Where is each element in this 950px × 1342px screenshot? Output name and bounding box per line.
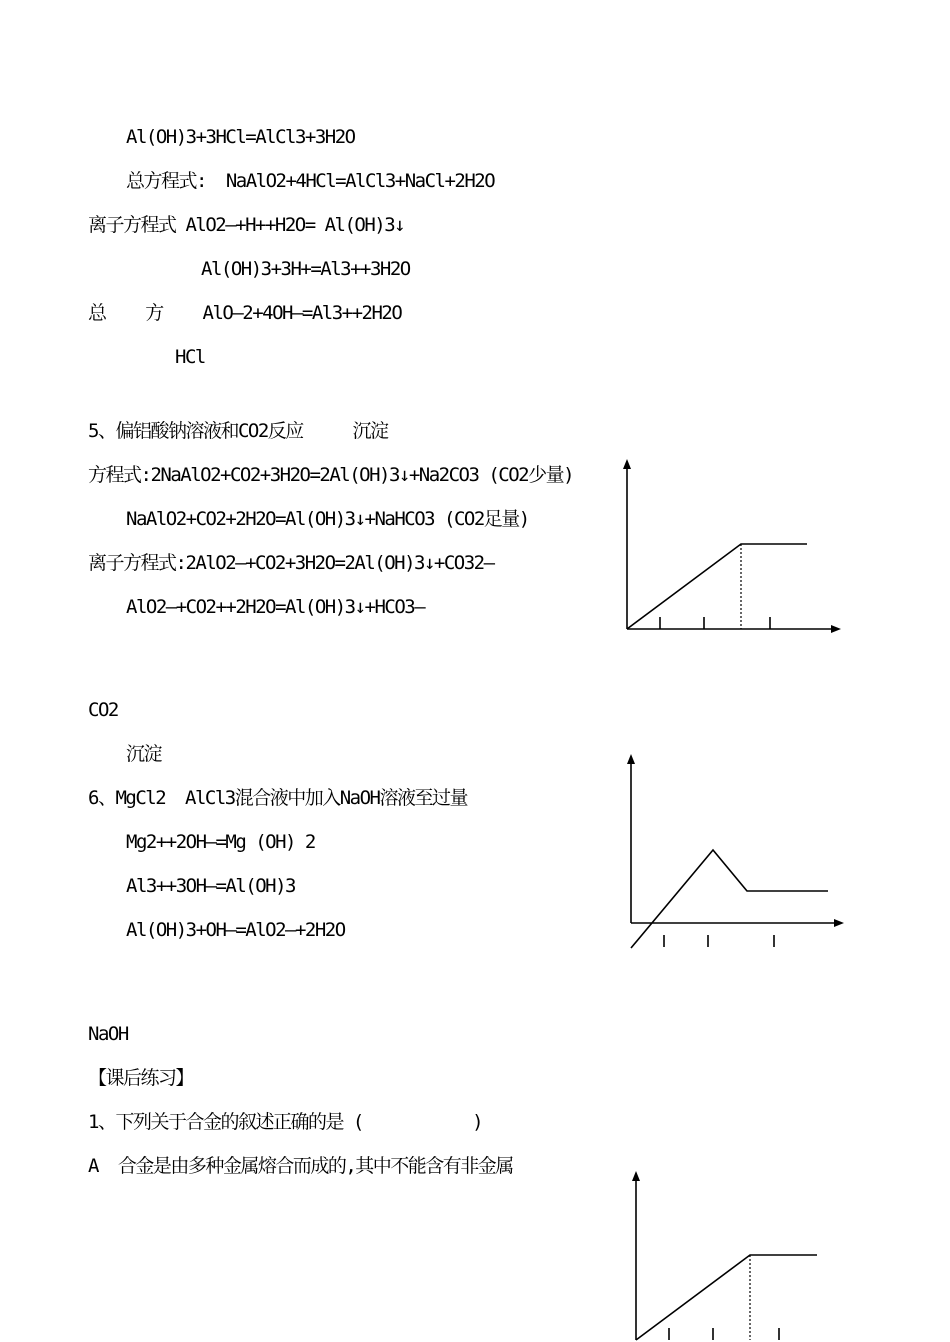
equation-line: Al(OH)3+OH—=AlO2—+2H2O [126,919,345,941]
axis-caption: HCl [175,346,205,368]
section-heading: 5、偏铝酸钠溶液和CO2反应 沉淀 [88,420,388,442]
equation-line: Al3++3OH—=Al(OH)3 [126,875,295,897]
y-axis-arrow [623,459,631,469]
axis-caption: CO2 [88,699,118,721]
exercise-heading: 【课后练习】 [88,1067,194,1089]
chart-naoh-precipitate [600,748,850,953]
equation-line: NaAlO2+CO2+2H2O=Al(OH)3↓+NaHCO3 (CO2足量) [126,508,529,530]
question-text: 1、下列关于合金的叙述正确的是 ( ) [88,1111,483,1133]
equation-line: AlO2—+CO2++2H2O=Al(OH)3↓+HCO3— [126,596,425,618]
axis-caption: NaOH [88,1023,128,1045]
chart-exercise-graph [610,1165,840,1342]
equation-line: Mg2++2OH—=Mg (OH) 2 [126,831,315,853]
equation-line: 离子方程式 AlO2—+H++H2O= Al(OH)3↓ [88,214,405,236]
series-line [627,544,807,629]
y-axis-arrow [627,754,635,764]
x-axis-arrow [831,625,841,633]
equation-line: Al(OH)3+3HCl=AlCl3+3H2O [126,126,355,148]
chart-co2-precipitate [600,455,850,645]
y-axis-arrow [632,1171,640,1181]
equation-line: 总 方 AlO—2+4OH—=Al3++2H2O [88,302,402,324]
axis-caption: 沉淀 [126,743,162,765]
equation-line: 总方程式: NaAlO2+4HCl=AlCl3+NaCl+2H2O [126,170,495,192]
option-text: A 合金是由多种金属熔合而成的,其中不能含有非金属 [88,1155,513,1177]
x-axis-arrow [834,919,844,927]
equation-line: Al(OH)3+3H+=Al3++3H2O [201,258,410,280]
section-heading: 6、MgCl2 AlCl3混合液中加入NaOH溶液至过量 [88,787,467,809]
series-line [636,1255,817,1340]
equation-line: 离子方程式:2AlO2—+CO2+3H2O=2Al(OH)3↓+CO32— [88,552,494,574]
equation-line: 方程式:2NaAlO2+CO2+3H2O=2Al(OH)3↓+Na2CO3 (CO2少量) [88,464,574,486]
series-line [631,850,828,948]
